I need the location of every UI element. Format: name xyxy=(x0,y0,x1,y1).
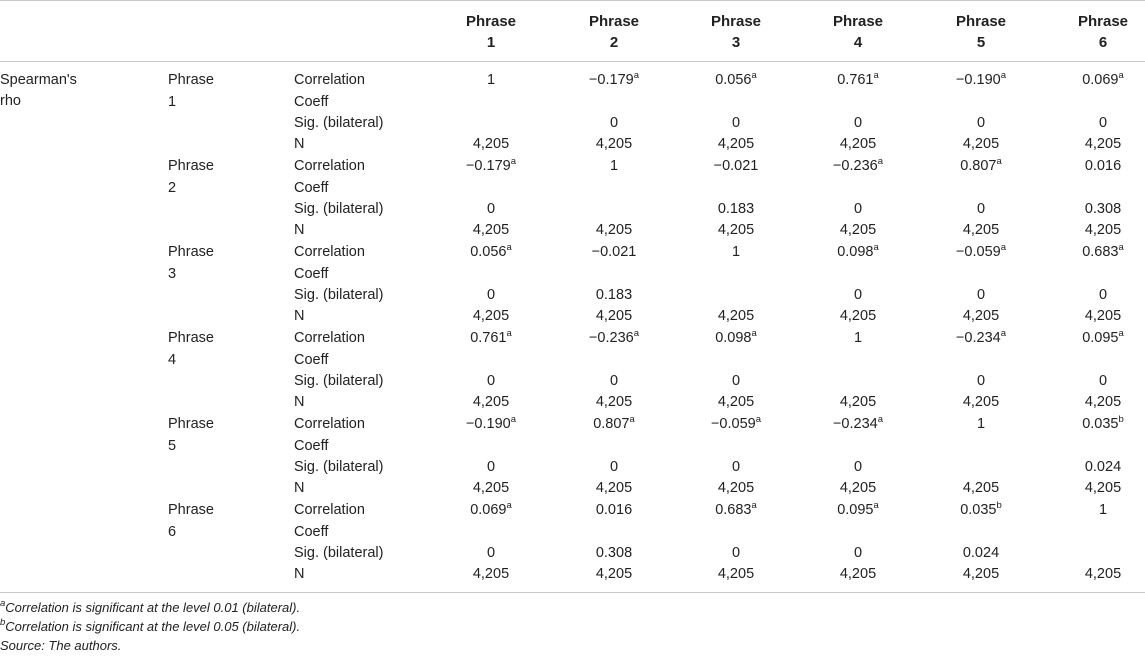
n-value: 4,205 xyxy=(839,566,877,582)
correlation-value: 0.035$^b$ xyxy=(1082,414,1124,432)
stat-label-correlation xyxy=(294,242,365,285)
sig-value: 0.183 xyxy=(595,287,633,303)
stat-label-correlation xyxy=(294,70,365,113)
sig-value: 0 xyxy=(731,545,741,561)
row-label-line: 5 xyxy=(168,437,177,454)
significance-marker: a xyxy=(510,414,517,425)
correlation-value: 0.683$^a$ xyxy=(715,500,757,518)
n-value: 4,205 xyxy=(595,480,633,496)
column-header xyxy=(818,11,898,53)
column-header-word: Phrase xyxy=(588,13,640,30)
n-value: 4,205 xyxy=(839,394,877,410)
stat-label-line: Correlation xyxy=(294,416,365,432)
bottom-rule xyxy=(0,592,1145,593)
row-label-line: 6 xyxy=(168,523,177,540)
correlation-value: 1 xyxy=(1098,502,1108,518)
n-value: 4,205 xyxy=(717,136,755,152)
column-header-number: 1 xyxy=(486,34,496,51)
stat-label-sig: Sig. (bilateral) xyxy=(294,373,384,389)
correlation-value: 1 xyxy=(731,244,741,260)
n-value: 4,205 xyxy=(1084,480,1122,496)
n-value: 4,205 xyxy=(839,308,877,324)
correlation-value: −0.021 xyxy=(591,244,637,260)
column-header xyxy=(574,11,654,53)
stat-label-n: N xyxy=(294,222,305,238)
row-label-line: Phrase xyxy=(168,502,214,518)
row-label-line: Phrase xyxy=(168,244,214,260)
sig-value: 0 xyxy=(853,287,863,303)
correlation-value: 0.056$^a$ xyxy=(715,70,757,88)
sig-value: 0 xyxy=(609,459,619,475)
sig-value: 0 xyxy=(1098,287,1108,303)
correlation-value: 1 xyxy=(976,416,986,432)
row-label-line: 1 xyxy=(168,93,177,110)
n-value: 4,205 xyxy=(717,222,755,238)
stat-label-line: Correlation xyxy=(294,244,365,260)
correlation-value: 1 xyxy=(609,158,619,174)
n-value: 4,205 xyxy=(962,222,1000,238)
row-label xyxy=(168,70,248,113)
row-label xyxy=(168,328,248,371)
significance-marker: a xyxy=(510,156,517,167)
correlation-value: −0.021 xyxy=(713,158,759,174)
column-header-word: Phrase xyxy=(465,13,517,30)
n-value: 4,205 xyxy=(839,136,877,152)
row-label-line: Phrase xyxy=(168,72,214,88)
sig-value: 0 xyxy=(976,115,986,131)
sig-value: 0 xyxy=(486,287,496,303)
correlation-value: −0.190$^a$ xyxy=(465,414,517,432)
correlation-value: 0.069$^a$ xyxy=(470,500,512,518)
sig-value: 0 xyxy=(853,115,863,131)
sig-value: 0 xyxy=(976,201,986,217)
row-label-line: Phrase xyxy=(168,330,214,346)
n-value: 4,205 xyxy=(839,480,877,496)
column-header-word: Phrase xyxy=(955,13,1007,30)
n-value: 4,205 xyxy=(595,308,633,324)
sig-value: 0 xyxy=(853,545,863,561)
n-value: 4,205 xyxy=(717,394,755,410)
correlation-value: 0.016 xyxy=(595,502,633,518)
n-value: 4,205 xyxy=(962,394,1000,410)
significance-marker: a xyxy=(755,414,762,425)
sig-value: 0 xyxy=(1098,115,1108,131)
sig-value: 0 xyxy=(731,459,741,475)
n-value: 4,205 xyxy=(717,308,755,324)
sig-value: 0 xyxy=(731,115,741,131)
correlation-value: 0.098$^a$ xyxy=(837,242,879,260)
stat-label-sig: Sig. (bilateral) xyxy=(294,545,384,561)
stat-label-n: N xyxy=(294,394,305,410)
column-header xyxy=(696,11,776,53)
n-value: 4,205 xyxy=(472,222,510,238)
significance-marker: a xyxy=(629,414,635,425)
sig-value: 0 xyxy=(609,115,619,131)
correlation-value: 0.807$^a$ xyxy=(960,156,1002,174)
column-header-number: 6 xyxy=(1098,34,1108,51)
significance-marker: a xyxy=(751,500,757,511)
row-label-line: Phrase xyxy=(168,158,214,174)
row-label-line: 2 xyxy=(168,179,177,196)
stat-label-sig: Sig. (bilateral) xyxy=(294,115,384,131)
n-value: 4,205 xyxy=(472,308,510,324)
stat-label-line: Coeff xyxy=(294,265,329,282)
stat-label-n: N xyxy=(294,480,305,496)
n-value: 4,205 xyxy=(1084,566,1122,582)
column-header-number: 4 xyxy=(853,34,863,51)
row-label xyxy=(168,414,248,457)
correlation-value: 0.807$^a$ xyxy=(593,414,635,432)
stat-label-line: Correlation xyxy=(294,502,365,518)
stat-label-n: N xyxy=(294,308,305,324)
n-value: 4,205 xyxy=(472,566,510,582)
sig-value: 0 xyxy=(486,459,496,475)
sig-value: 0 xyxy=(486,201,496,217)
significance-marker: a xyxy=(1000,242,1007,253)
stat-label-line: Correlation xyxy=(294,72,365,88)
stat-label-sig: Sig. (bilateral) xyxy=(294,201,384,217)
stat-label-sig: Sig. (bilateral) xyxy=(294,287,384,303)
n-value: 4,205 xyxy=(595,394,633,410)
column-header-word: Phrase xyxy=(832,13,884,30)
sig-value: 0 xyxy=(976,287,986,303)
n-value: 4,205 xyxy=(717,566,755,582)
sig-value: 0 xyxy=(486,545,496,561)
correlation-value: 0.098$^a$ xyxy=(715,328,757,346)
significance-marker: a xyxy=(1000,70,1007,81)
correlation-value: 0.069$^a$ xyxy=(1082,70,1124,88)
stat-label-correlation xyxy=(294,500,365,543)
stat-label-n: N xyxy=(294,136,305,152)
stat-label-line: Coeff xyxy=(294,523,329,540)
sig-value: 0 xyxy=(976,373,986,389)
n-value: 4,205 xyxy=(962,566,1000,582)
significance-marker: a xyxy=(506,328,512,339)
column-header-number: 2 xyxy=(609,34,619,51)
row-label xyxy=(168,242,248,285)
n-value: 4,205 xyxy=(595,136,633,152)
n-value: 4,205 xyxy=(962,480,1000,496)
column-header xyxy=(1063,11,1143,53)
stat-label-line: Coeff xyxy=(294,437,329,454)
stat-label-correlation xyxy=(294,156,365,199)
correlation-value: −0.234$^a$ xyxy=(832,414,884,432)
sig-value: 0 xyxy=(853,459,863,475)
significance-marker: b xyxy=(996,500,1002,511)
row-label-line: Phrase xyxy=(168,416,214,432)
significance-marker: a xyxy=(633,328,640,339)
correlation-value: −0.179$^a$ xyxy=(588,70,640,88)
group-label xyxy=(0,70,77,112)
significance-marker: a xyxy=(506,500,512,511)
sig-value: 0.308 xyxy=(595,545,633,561)
n-value: 4,205 xyxy=(595,566,633,582)
footnote-marker: a xyxy=(0,598,6,609)
correlation-value: −0.190$^a$ xyxy=(955,70,1007,88)
stat-label-line: Coeff xyxy=(294,351,329,368)
n-value: 4,205 xyxy=(1084,394,1122,410)
significance-marker: a xyxy=(877,156,884,167)
stat-label-line: Correlation xyxy=(294,158,365,174)
sig-value: 0.024 xyxy=(1084,459,1122,475)
column-header xyxy=(941,11,1021,53)
n-value: 4,205 xyxy=(472,136,510,152)
column-header xyxy=(451,11,531,53)
sig-value: 0 xyxy=(853,201,863,217)
stat-label-line: Coeff xyxy=(294,93,329,110)
sig-value: 0 xyxy=(731,373,741,389)
column-header-number: 5 xyxy=(976,34,986,51)
n-value: 4,205 xyxy=(472,394,510,410)
header-rule xyxy=(0,61,1145,62)
n-value: 4,205 xyxy=(962,308,1000,324)
correlation-value: 0.761$^a$ xyxy=(837,70,879,88)
correlation-value: −0.236$^a$ xyxy=(832,156,884,174)
significance-marker: a xyxy=(751,328,757,339)
significance-marker: a xyxy=(1118,70,1124,81)
correlation-value: −0.059$^a$ xyxy=(955,242,1007,260)
correlation-value: 0.016 xyxy=(1084,158,1122,174)
group-label-line: rho xyxy=(0,93,21,109)
column-header-number: 3 xyxy=(731,34,741,51)
significance-marker: a xyxy=(873,242,879,253)
n-value: 4,205 xyxy=(1084,308,1122,324)
footnote: $^b$Correlation is significant at the level 0.05 (bilateral). xyxy=(0,617,301,634)
sig-value: 0.308 xyxy=(1084,201,1122,217)
stat-label-correlation xyxy=(294,414,365,457)
footnote: Source: The authors. xyxy=(0,638,122,653)
stat-label-n: N xyxy=(294,566,305,582)
n-value: 4,205 xyxy=(962,136,1000,152)
sig-value: 0 xyxy=(609,373,619,389)
n-value: 4,205 xyxy=(595,222,633,238)
sig-value: 0.183 xyxy=(717,201,755,217)
significance-marker: a xyxy=(633,70,640,81)
correlation-value: −0.236$^a$ xyxy=(588,328,640,346)
column-header-word: Phrase xyxy=(710,13,762,30)
significance-marker: a xyxy=(751,70,757,81)
sig-value: 0.024 xyxy=(962,545,1000,561)
correlation-value: 0.056$^a$ xyxy=(470,242,512,260)
correlation-value: 0.095$^a$ xyxy=(837,500,879,518)
significance-marker: a xyxy=(1118,242,1124,253)
correlation-value: 0.095$^a$ xyxy=(1082,328,1124,346)
correlation-value: 0.761$^a$ xyxy=(470,328,512,346)
row-label xyxy=(168,156,248,199)
significance-marker: a xyxy=(877,414,884,425)
footnote-marker: b xyxy=(0,617,6,628)
n-value: 4,205 xyxy=(472,480,510,496)
column-header-word: Phrase xyxy=(1077,13,1129,30)
footnote: $^a$Correlation is significant at the level 0.01 (bilateral). xyxy=(0,598,301,615)
correlation-value: −0.234$^a$ xyxy=(955,328,1007,346)
stat-label-sig: Sig. (bilateral) xyxy=(294,459,384,475)
significance-marker: a xyxy=(873,500,879,511)
correlation-value: 0.683$^a$ xyxy=(1082,242,1124,260)
n-value: 4,205 xyxy=(1084,136,1122,152)
significance-marker: b xyxy=(1118,414,1124,425)
row-label xyxy=(168,500,248,543)
n-value: 4,205 xyxy=(1084,222,1122,238)
significance-marker: a xyxy=(1118,328,1124,339)
correlation-value: −0.059$^a$ xyxy=(710,414,762,432)
stat-label-line: Correlation xyxy=(294,330,365,346)
significance-marker: a xyxy=(1000,328,1007,339)
stat-label-correlation xyxy=(294,328,365,371)
n-value: 4,205 xyxy=(839,222,877,238)
row-label-line: 3 xyxy=(168,265,177,282)
correlation-value: 1 xyxy=(486,72,496,88)
sig-value: 0 xyxy=(1098,373,1108,389)
correlation-value: 0.035$^b$ xyxy=(960,500,1002,518)
correlation-value: 1 xyxy=(853,330,863,346)
significance-marker: a xyxy=(506,242,512,253)
sig-value: 0 xyxy=(486,373,496,389)
significance-marker: a xyxy=(996,156,1002,167)
correlation-value: −0.179$^a$ xyxy=(465,156,517,174)
group-label-line: Spearman's xyxy=(0,72,77,88)
row-label-line: 4 xyxy=(168,351,177,368)
top-rule xyxy=(0,0,1145,1)
significance-marker: a xyxy=(873,70,879,81)
n-value: 4,205 xyxy=(717,480,755,496)
stat-label-line: Coeff xyxy=(294,179,329,196)
